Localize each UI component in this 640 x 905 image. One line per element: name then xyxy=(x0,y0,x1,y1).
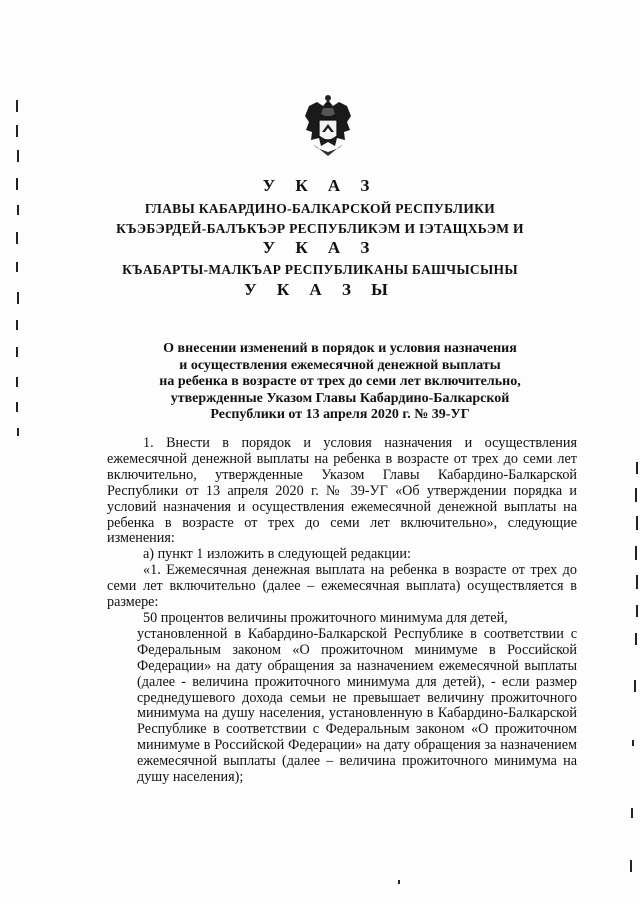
ukaz-heading-ru: У К А З xyxy=(262,176,378,195)
scan-mark xyxy=(634,680,636,692)
scan-mark xyxy=(635,546,637,560)
scan-mark xyxy=(630,860,632,872)
scan-mark xyxy=(17,150,19,162)
title-line: и осуществления ежемесячной денежной выплаты xyxy=(179,357,501,373)
head-title-kbd: КЪЭБЭРДЕЙ-БАЛЪКЪЭР РЕСПУБЛИКЭМ И ІЭТАЩХЬЭМ И xyxy=(116,221,524,236)
decree-title xyxy=(0,341,640,424)
title-line: на ребенка в возрасте от трех до семи лет включительно, xyxy=(159,374,521,389)
ukaz-heading-krc: У К А З Ы xyxy=(244,280,396,299)
scan-mark xyxy=(632,740,634,746)
head-title-ru: ГЛАВЫ КАБАРДИНО-БАЛКАРСКОЙ РЕСПУБЛИКИ xyxy=(144,201,496,216)
scan-mark xyxy=(636,575,638,589)
scan-mark xyxy=(398,880,400,884)
paragraph-4-first-line: 50 процентов величины прожиточного минимума для детей, xyxy=(143,609,508,626)
title-line: Республики от 13 апреля 2020 г. № 39-УГ xyxy=(210,407,470,422)
paragraph-1: 1. Внести в порядок и условия назначения и осуществления ежемесячной денежной выплаты на ребенка в возрасте от трех до семи лет включительно, утвержденные Указом Главы Кабардино-Балкарской Республики от 13 апреля 2020 г. № 39-УГ «Об утверждении порядка и условий назначения и осуществления ежемесячной денежной выплаты на ребенка в возрасте от трех до семи лет включительно», следующие изменения: xyxy=(107,435,577,547)
scan-mark xyxy=(16,125,18,137)
scan-mark xyxy=(17,428,19,436)
paragraph-4-rest: установленной в Кабардино-Балкарской Республике в соответствии с Федеральным законом «О прожиточном минимуме в Российской Федерации» на дату обращения за назначением ежемесячной выплаты (далее - величина прожиточного минимума для детей), - если размер среднедушевого дохода семьи не превышает величину прожиточного минимума на душу населения, установленную в Кабардино-Балкарской Республике в соответствии с Федеральным законом «О прожиточном минимуме в Российской Федерации» на дату обращения за назначением ежемесячной выплаты (далее – величина прожиточного минимума на душу населения); xyxy=(137,625,577,786)
paragraph-3: «1. Ежемесячная денежная выплата на ребенка в возрасте от трех до семи лет включительно (далее – ежемесячная выплата) осуществляется в размере: xyxy=(107,562,577,611)
scan-mark xyxy=(636,605,638,617)
decree-body xyxy=(107,436,577,786)
title-line: утвержденные Указом Главы Кабардино-Балкарской xyxy=(170,390,510,406)
title-line: О внесении изменений в порядок и условия назначения xyxy=(163,341,517,356)
scan-mark xyxy=(635,488,637,502)
ukaz-heading-kbd: У К А З xyxy=(262,238,378,257)
scan-mark xyxy=(635,633,637,645)
head-title-krc: КЪАБАРТЫ-МАЛКЪАР РЕСПУБЛИКАНЫ БАШЧЫСЫНЫ xyxy=(122,262,518,277)
scan-mark xyxy=(16,100,18,112)
coat-of-arms-emblem xyxy=(303,92,353,160)
scan-mark xyxy=(631,808,633,818)
scan-mark xyxy=(16,320,18,330)
scan-mark xyxy=(636,516,638,530)
paragraph-2: а) пункт 1 изложить в следующей редакции: xyxy=(143,546,411,563)
scan-mark xyxy=(636,462,638,474)
